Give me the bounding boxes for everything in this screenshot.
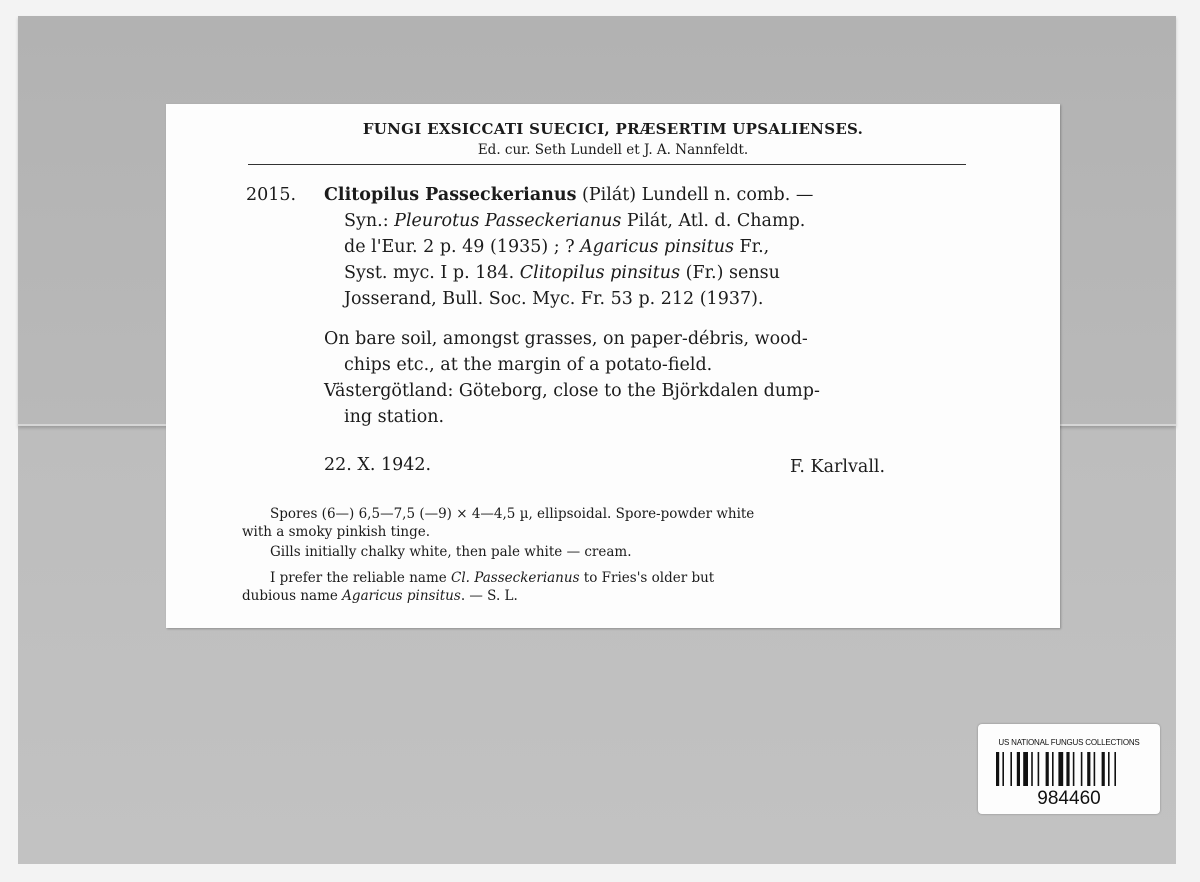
barcode-label	[978, 724, 1160, 814]
synonym-name-2: Agaricus pinsitus	[580, 237, 734, 257]
collector-name: F. Karlvall.	[790, 457, 886, 477]
habitat-line-1: On bare soil, amongst grasses, on paper-débris, wood-	[324, 329, 808, 349]
barcode-title: US NATIONAL FUNGUS COLLECTIONS	[998, 738, 1140, 747]
note-line-4: I prefer the reliable name Cl. Passeckerianus to Fries's older but	[270, 570, 715, 586]
synonym-line-3: Syst. myc. I p. 184. Clitopilus pinsitus (Fr.) sensu	[344, 263, 780, 283]
synonym-line-1: Syn.: Pleurotus Passeckerianus Pilát, Atl. d. Champ.	[344, 211, 806, 231]
species-authority: (Pilát) Lundell n. comb. —	[576, 185, 814, 205]
note-name-1: Cl. Passeckerianus	[451, 570, 580, 586]
note-line-1: Spores (6—) 6,5—7,5 (—9) × 4—4,5 µ, ellipsoidal. Spore-powder white	[270, 506, 755, 522]
note-line-3: Gills initially chalky white, then pale white — cream.	[270, 544, 632, 560]
barcode-icon	[996, 752, 1140, 786]
label-editors: Ed. cur. Seth Lundell et J. A. Nannfeldt.	[477, 142, 749, 158]
locality-line-1: Västergötland: Göteborg, close to the Björkdalen dump-	[324, 381, 820, 401]
synonym-name-1: Pleurotus Passeckerianus	[394, 211, 622, 231]
locality-line-2: ing station.	[344, 407, 445, 427]
barcode-number: 984460	[1037, 788, 1101, 809]
synonym-name-3: Clitopilus pinsitus	[519, 263, 681, 283]
species-name: Clitopilus Passeckerianus	[324, 185, 577, 205]
header-divider	[248, 164, 966, 165]
note-name-2: Agaricus pinsitus	[342, 588, 461, 604]
herbarium-label	[166, 104, 1060, 628]
habitat-line-2: chips etc., at the margin of a potato-field.	[344, 355, 713, 375]
note-line-2: with a smoky pinkish tinge.	[242, 524, 431, 540]
specimen-number: 2015.	[246, 185, 297, 205]
collection-date: 22. X. 1942.	[324, 455, 432, 475]
synonym-line-2: de l'Eur. 2 p. 49 (1935) ; ? Agaricus pinsitus Fr.,	[344, 237, 770, 257]
synonym-line-4: Josserand, Bull. Soc. Myc. Fr. 53 p. 212 (1937).	[344, 289, 764, 309]
label-title: FUNGI EXSICCATI SUECICI, PRÆSERTIM UPSALIENSES.	[362, 120, 864, 138]
note-line-5: dubious name Agaricus pinsitus. — S. L.	[242, 588, 518, 604]
species-line	[324, 184, 813, 206]
